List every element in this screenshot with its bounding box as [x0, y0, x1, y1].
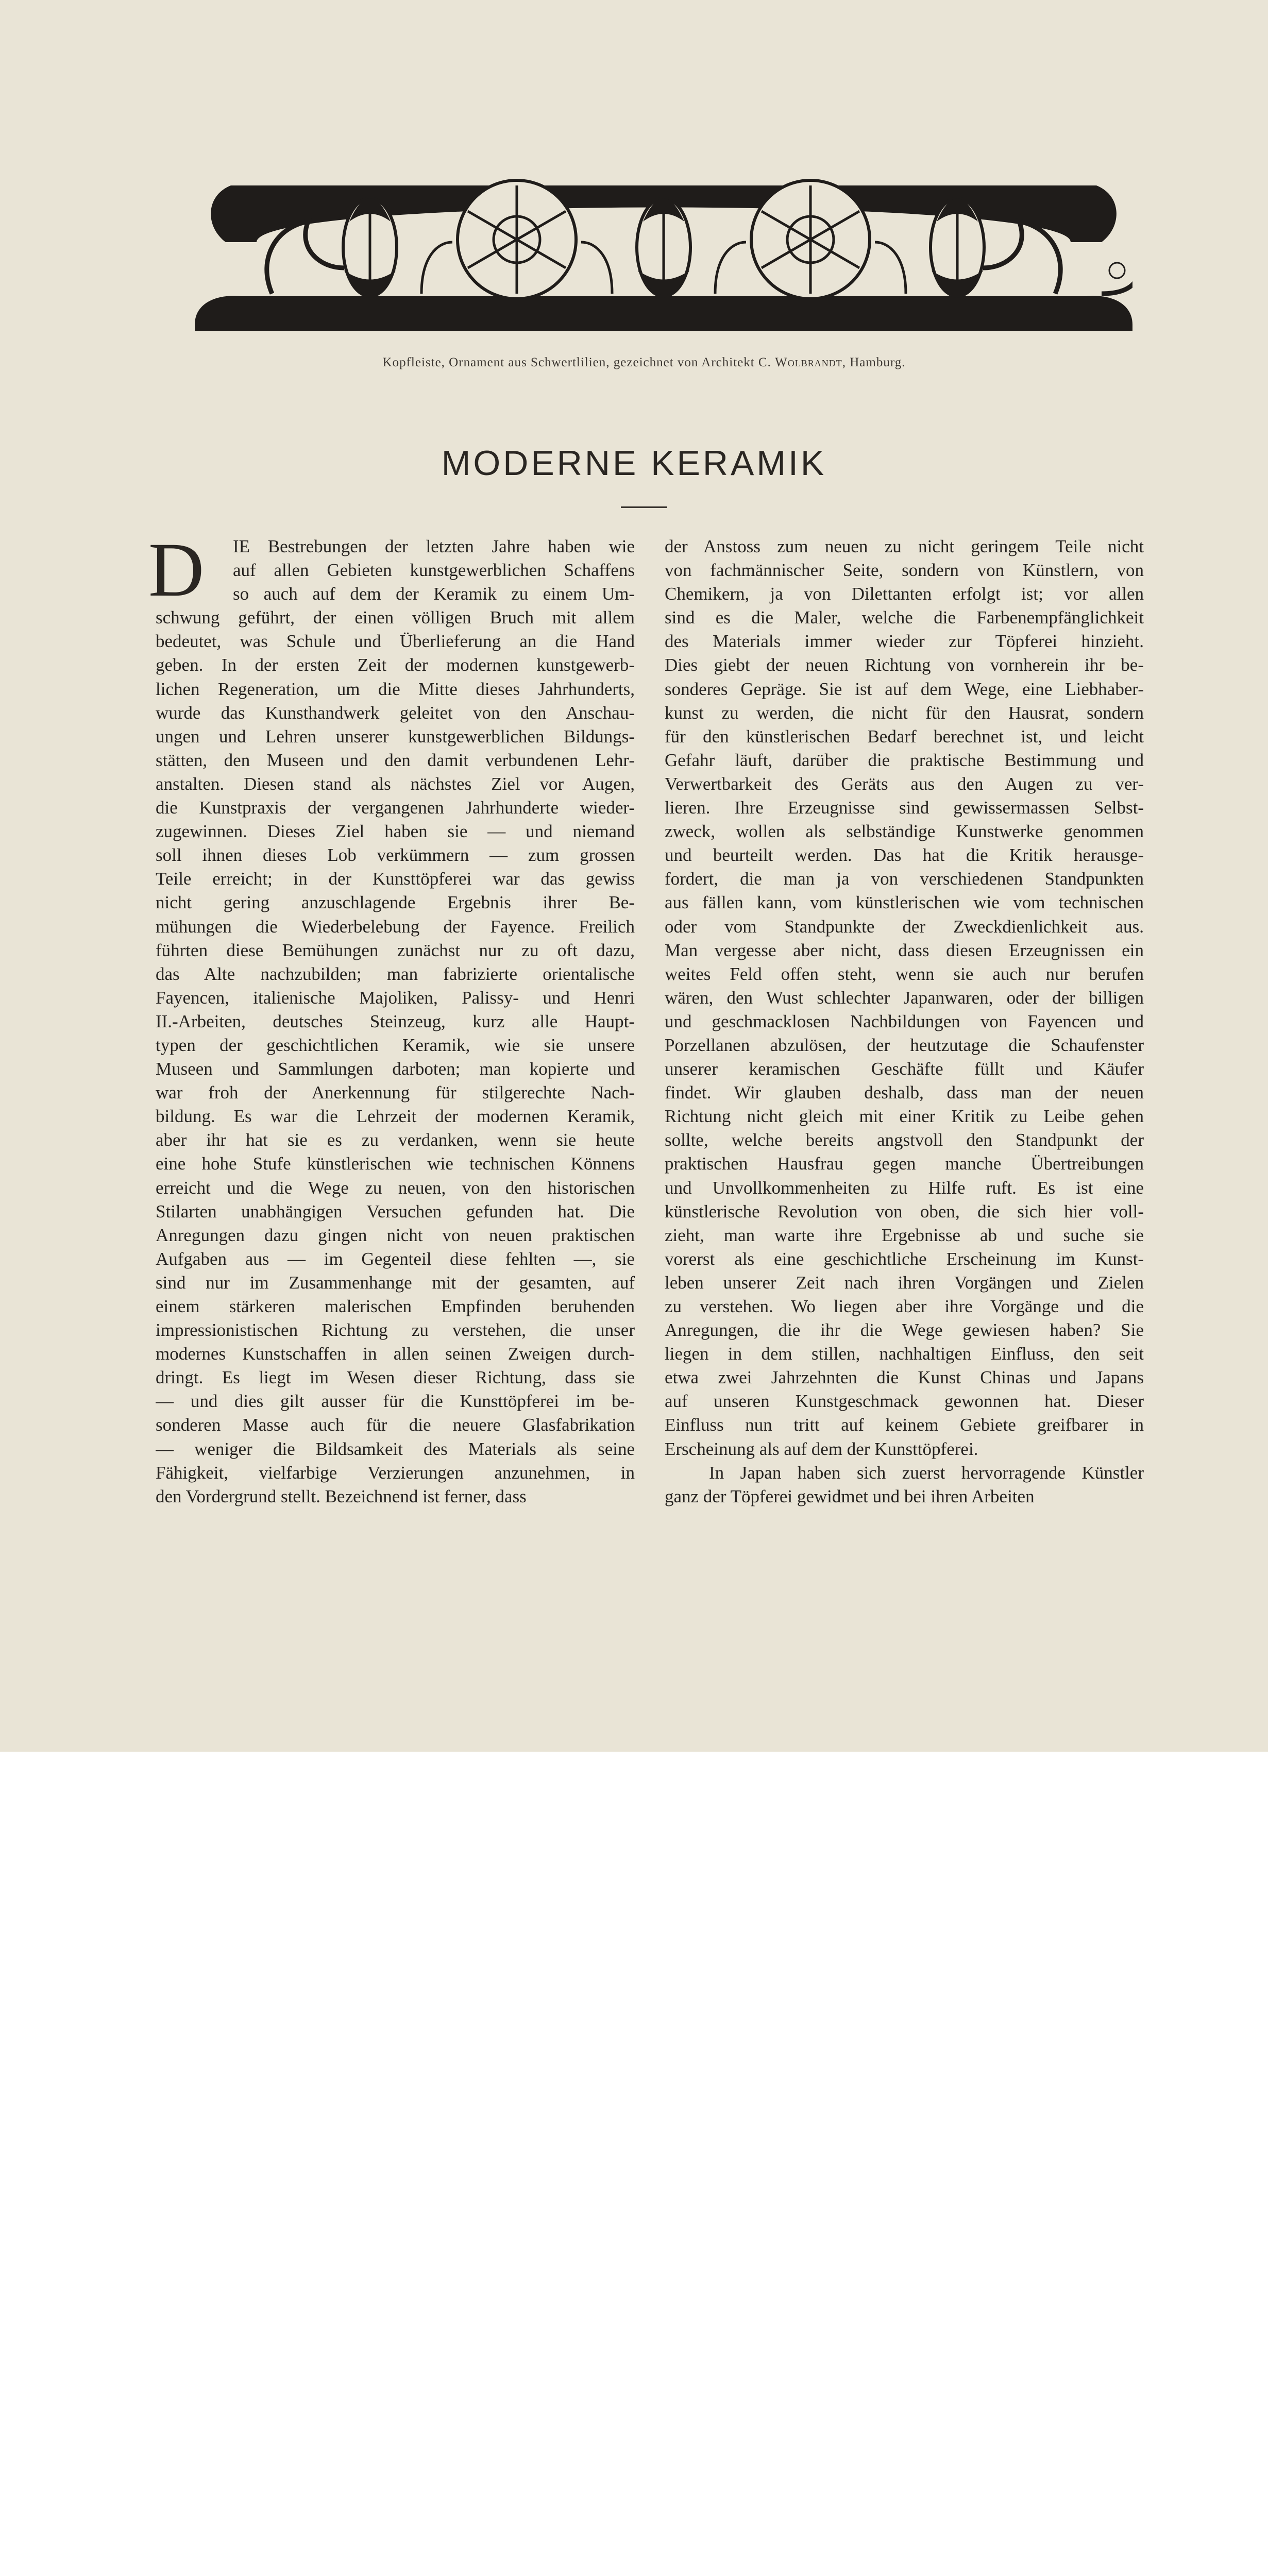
text-line: die Kunstpraxis der vergangenen Jahrhunderte wieder-: [156, 798, 635, 818]
text-line: fordert, die man ja von verschiedenen Standpunkten: [665, 869, 1144, 889]
text-line: aber ihr hat sie es zu verdanken, wenn sie heute: [156, 1130, 635, 1150]
text-line: Chemikern, ja von Dilettanten erfolgt ist; vor allen: [665, 584, 1144, 604]
text-line: typen der geschichtlichen Keramik, wie sie unsere: [156, 1035, 635, 1055]
text-line: zieht, man warte ihre Ergebnisse ab und suche sie: [665, 1225, 1144, 1245]
text-line: Man vergesse aber nicht, dass diesen Erzeugnissen ein: [665, 940, 1144, 960]
figure-caption: [155, 355, 1134, 370]
caption-text: Kopfleiste, Ornament aus Schwertlilien, gezeichnet von Architekt C.: [382, 355, 771, 369]
text-line: weites Feld offen steht, wenn sie auch nur berufen: [665, 963, 1144, 984]
text-line: kunst zu werden, die nicht für den Hausrat, sondern: [665, 702, 1144, 723]
text-line: modernes Kunstschaffen in allen seinen Zweigen durch-: [156, 1344, 635, 1364]
text-line: führten diese Bemühungen zunächst nur zu oft dazu,: [156, 940, 635, 960]
text-line: zweck, wollen als selbständige Kunstwerke genommen: [665, 821, 1144, 842]
text-line: anstalten. Diesen stand als nächstes Ziel vor Augen,: [156, 773, 635, 794]
text-line: des Materials immer wieder zur Töpferei hinzieht.: [665, 631, 1144, 652]
text-line: bedeutet, was Schule und Überlieferung an die Hand: [156, 631, 635, 652]
text-line: künstlerische Revolution von oben, die sich hier voll-: [665, 1201, 1144, 1222]
text-line: auf allen Gebieten kunstgewerblichen Schaffens: [233, 560, 635, 581]
text-line: Stilarten unabhängigen Versuchen gefunden hat. Die: [156, 1201, 635, 1222]
text-line: erreicht und die Wege zu neuen, von den historischen: [156, 1177, 635, 1198]
text-line: lichen Regeneration, um die Mitte dieses Jahrhunderts,: [156, 679, 635, 699]
text-line: bildung. Es war die Lehrzeit der modernen Keramik,: [156, 1106, 635, 1127]
text-line: zugewinnen. Dieses Ziel haben sie — und niemand: [156, 821, 635, 842]
text-line: Aufgaben aus — im Gegenteil diese fehlten —, sie: [156, 1248, 635, 1269]
text-line: nicht gering anzuschlagende Ergebnis ihrer Be-: [156, 892, 635, 913]
text-line: eine hohe Stufe künstlerischen wie technischen Könnens: [156, 1154, 635, 1174]
text-line: Richtung nicht gleich mit einer Kritik zu Leibe gehen: [665, 1106, 1144, 1127]
text-line: sind nur im Zusammenhange mit der gesamten, auf: [156, 1272, 635, 1293]
text-line: sonderes Gepräge. Sie ist auf dem Wege, eine Liebhaber-: [665, 679, 1144, 699]
text-line: und geschmacklosen Nachbildungen von Fayencen und: [665, 1011, 1144, 1031]
text-line: wurde das Kunsthandwerk geleitet von den Anschau-: [156, 702, 635, 723]
text-line: mühungen die Wiederbelebung der Fayence. Freilich: [156, 916, 635, 937]
text-line: ungen und Lehren unserer kunstgewerblichen Bildungs-: [156, 726, 635, 747]
text-line: IE Bestrebungen der letzten Jahre haben wie: [233, 536, 635, 556]
text-line: zu verstehen. Wo liegen aber ihre Vorgänge und die: [665, 1296, 1144, 1316]
text-line: so auch auf dem der Keramik zu einem Um-: [233, 584, 635, 604]
text-line: einem stärkeren malerischen Empfinden beruhenden: [156, 1296, 635, 1316]
title-divider: [621, 506, 667, 508]
text-line: für den künstlerischen Bedarf berechnet ist, und leicht: [665, 726, 1144, 747]
caption-architect-name: Wolbrandt: [775, 355, 842, 369]
text-line: schwung geführt, der einen völligen Bruch mit allem: [156, 607, 635, 628]
text-line: auf unseren Kunstgeschmack gewonnen hat. Dieser: [665, 1391, 1144, 1412]
text-line: ganz der Töpferei gewidmet und bei ihren Arbeiten: [665, 1486, 1035, 1506]
text-line: leben unserer Zeit nach ihren Vorgängen und Zielen: [665, 1272, 1144, 1293]
text-line: Anregungen dazu gingen nicht von neuen praktischen: [156, 1225, 635, 1245]
text-line: geben. In der ersten Zeit der modernen kunstgewerb-: [156, 655, 635, 675]
text-line: Teile erreicht; in der Kunsttöpferei war das gewiss: [156, 869, 635, 889]
text-line: soll ihnen dieses Lob verkümmern — zum grossen: [156, 845, 635, 866]
caption-text-end: , Hamburg.: [842, 355, 906, 369]
text-line: praktischen Hausfrau gegen manche Übertreibungen: [665, 1154, 1144, 1174]
digitization-footer: [0, 1752, 1268, 1843]
text-line: Verwertbarkeit des Geräts aus den Augen zu ver-: [665, 773, 1144, 794]
text-line: und Unvollkommenheiten zu Hilfe ruft. Es ist eine: [665, 1177, 1144, 1198]
text-line: aus fällen kann, vom künstlerischen wie vom technischen: [665, 892, 1144, 913]
drop-cap: D: [148, 527, 205, 613]
text-line: Fähigkeit, vielfarbige Verzierungen anzunehmen, in: [156, 1462, 635, 1483]
text-line: sollte, welche bereits angstvoll den Standpunkt der: [665, 1130, 1144, 1150]
text-line: sind es die Maler, welche die Farbenempfänglichkeit: [665, 607, 1144, 628]
text-line: der Anstoss zum neuen zu nicht geringem Teile nicht: [665, 536, 1144, 556]
text-line: unserer keramischen Geschäfte füllt und Käufer: [665, 1059, 1144, 1079]
text-line: Fayencen, italienische Majoliken, Palissy- und Henri: [156, 987, 635, 1008]
text-line: sonderen Masse auch für die neuere Glasfabrikation: [156, 1415, 635, 1435]
text-line: — und dies gilt ausser für die Kunsttöpferei im be-: [156, 1391, 635, 1412]
text-line: war froh der Anerkennung für stilgerechte Nach-: [156, 1082, 635, 1103]
text-line: findet. Wir glauben deshalb, dass man der neuen: [665, 1082, 1144, 1103]
text-line: stätten, den Museen und den damit verbundenen Lehr-: [156, 750, 635, 770]
text-line: impressionistischen Richtung zu verstehen, die unser: [156, 1320, 635, 1341]
text-line: Einfluss nun tritt auf keinem Gebiete greifbarer in: [665, 1415, 1144, 1435]
text-line: In Japan haben sich zuerst hervorragende Künstler: [709, 1462, 1144, 1483]
left-column: [148, 527, 635, 1509]
text-line: den Vordergrund stellt. Bezeichnend ist ferner, dass: [156, 1486, 527, 1506]
text-line: Anregungen, die ihr die Wege gewiesen haben? Sie: [665, 1320, 1144, 1341]
text-line: oder vom Standpunkte der Zweckdienlichkeit aus.: [665, 916, 1144, 937]
text-line: das Alte nachzubilden; man fabrizierte orientalische: [156, 963, 635, 984]
right-column: [665, 535, 1144, 1509]
text-line: — weniger die Bildsamkeit des Materials als seine: [156, 1438, 635, 1459]
text-line: dringt. Es liegt im Wesen dieser Richtung, dass sie: [156, 1367, 635, 1388]
text-line: lieren. Ihre Erzeugnisse sind gewissermassen Selbst-: [665, 798, 1144, 818]
text-line: Porzellanen abzulösen, der heutzutage die Schaufenster: [665, 1035, 1144, 1055]
text-line: von fachmännischer Seite, sondern von Künstlern, von: [665, 560, 1144, 581]
text-line: II.-Arbeiten, deutsches Steinzeug, kurz alle Haupt-: [156, 1011, 635, 1031]
text-line: und beurteilt werden. Das hat die Kritik herausge-: [665, 845, 1144, 866]
text-line: Museen und Sammlungen darboten; man kopierte und: [156, 1059, 635, 1079]
article-title: MODERNE KERAMIK: [441, 444, 827, 483]
text-line: Gefahr läuft, darüber die praktische Bestimmung und: [665, 750, 1144, 770]
text-line: Erscheinung als auf dem der Kunsttöpferei.: [665, 1438, 978, 1459]
text-line: etwa zwei Jahrzehnten die Kunst Chinas und Japans: [665, 1367, 1144, 1388]
text-line: Dies giebt der neuen Richtung von vornherein ihr be-: [665, 655, 1144, 675]
text-line: liegen in dem stillen, nachhaltigen Einfluss, den seit: [665, 1344, 1144, 1364]
iris-ornament-headpiece: [195, 165, 1132, 335]
text-line: vorerst als eine geschichtliche Erscheinung im Kunst-: [665, 1248, 1144, 1269]
text-line: wären, den Wust schlechter Japanwaren, oder der billigen: [665, 987, 1144, 1008]
